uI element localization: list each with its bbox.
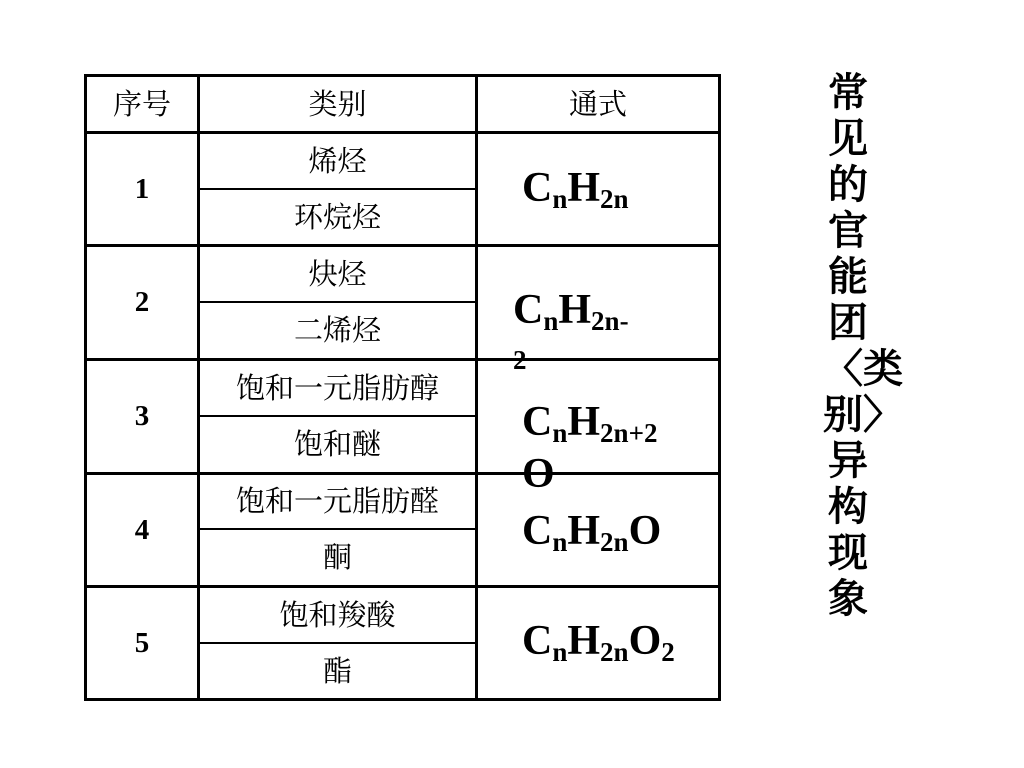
formula-h-sub: 2n	[600, 183, 629, 214]
formula-c-sub: n	[552, 183, 568, 214]
formula-c: C	[522, 508, 553, 554]
formula-h: H	[567, 618, 601, 664]
formula-h-sub: 2n+2	[600, 417, 658, 448]
table-divider-2	[475, 74, 478, 701]
formula-wrap: O	[522, 451, 555, 497]
row-2-class-2: 二烯烃	[293, 313, 381, 347]
formula-h-sub: 2n	[600, 526, 629, 557]
row-1-class-2: 环烷烃	[293, 199, 381, 234]
formula-h-sub: 2n	[600, 636, 629, 667]
row-2-index: 2	[134, 286, 150, 318]
header-class: 类别	[308, 86, 367, 121]
row-3-index: 3	[134, 400, 150, 432]
row-5-class-1: 饱和羧酸	[279, 597, 396, 632]
row-1-class-1: 烯烃	[308, 143, 367, 178]
table-border-right	[718, 74, 721, 701]
formula-c: C	[522, 399, 553, 445]
row-3-formula	[522, 399, 658, 497]
formula-c: C	[522, 165, 553, 211]
row-3-class-1: 饱和一元脂肪醇	[235, 370, 439, 405]
formula-h: H	[558, 287, 592, 333]
formula-o: O	[628, 508, 662, 554]
row-4-class-2: 酮	[322, 540, 352, 574]
row-3-class-2: 饱和醚	[293, 427, 381, 461]
row-1-formula	[522, 165, 629, 214]
formula-c: C	[513, 287, 544, 333]
formula-o-sub: 2	[661, 636, 675, 667]
row-4-formula	[522, 508, 662, 557]
header-index: 序号	[112, 86, 171, 121]
formula-o: O	[628, 618, 662, 664]
header-formula: 通式	[568, 86, 627, 121]
formula-h-sub: 2n-	[591, 305, 629, 336]
formula-c-sub: n	[543, 305, 559, 336]
row-4-index: 4	[134, 513, 150, 546]
formula-wrap: 2	[513, 345, 527, 375]
row-5-formula	[522, 618, 675, 667]
row-5-class-2: 酯	[322, 653, 352, 688]
row-2-formula	[513, 287, 629, 375]
formula-c-sub: n	[552, 526, 568, 557]
row-2-class-1: 炔烃	[308, 256, 367, 291]
formula-c-sub: n	[552, 636, 568, 667]
formula-h: H	[567, 165, 601, 211]
formula-h: H	[567, 508, 601, 554]
formula-c: C	[522, 618, 553, 664]
side-title: 常见的官能团〈类别〉异构现象	[823, 70, 903, 622]
row-1-index: 1	[134, 172, 150, 205]
row-4-class-1: 饱和一元脂肪醛	[235, 484, 439, 518]
row-5-index: 5	[134, 626, 150, 659]
table-border-bottom	[84, 698, 721, 701]
formula-h: H	[567, 399, 601, 445]
formula-c-sub: n	[552, 417, 568, 448]
